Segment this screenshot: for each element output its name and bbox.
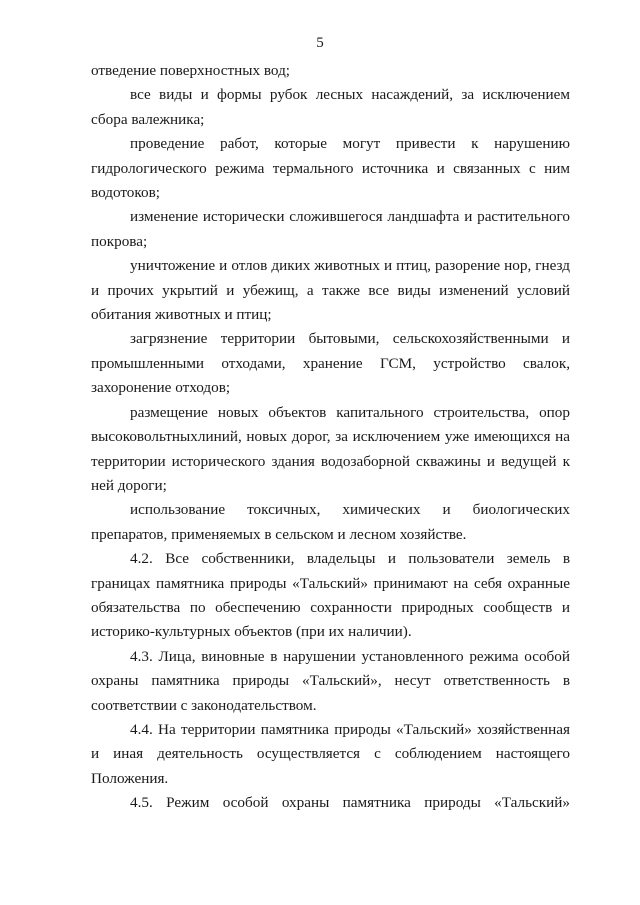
paragraph: размещение новых объектов капитального строительства, опор высоковольтныхлиний, новых дорог, за исключением уже имеющихся на территории исторического здания водозаборной скважины и ведущей к ней дороги; <box>91 403 570 494</box>
paragraph: 4.3. Лица, виновные в нарушении установленного режима особой охраны памятника природы «Тальский», несут ответственность в соответствии с законодательством. <box>91 647 570 714</box>
paragraph: все виды и формы рубок лесных насаждений, за исключением сбора валежника; <box>91 86 570 128</box>
paragraph: изменение исторически сложившегося ландшафта и растительного покрова; <box>91 208 570 250</box>
page-number: 5 <box>316 35 324 51</box>
paragraph: 4.4. На территории памятника природы «Тальский» хозяйственная и иная деятельность осуществляется с соблюдением настоящего Положения. <box>91 720 570 787</box>
paragraph: уничтожение и отлов диких животных и птиц, разорение нор, гнезд и прочих укрытий и убежищ, а также все виды изменений условий обитания животных и птиц; <box>91 257 570 324</box>
paragraph: 4.5. Режим особой охраны памятника природы «Тальский» <box>130 794 570 812</box>
paragraph: отведение поверхностных вод; <box>91 62 291 79</box>
paragraph: 4.2. Все собственники, владельцы и пользователи земель в границах памятника природы «Тальский» принимают на себя охранные обязательства по обеспечению сохранности природных сообществ и историко-культурных объектов (при их наличии). <box>91 550 570 641</box>
document-body <box>91 59 570 816</box>
paragraph: использование токсичных, химических и биологических препаратов, применяемых в сельском и лесном хозяйстве. <box>91 501 570 543</box>
paragraph: проведение работ, которые могут привести к нарушению гидрологического режима термального источника и связанных с ним водотоков; <box>91 135 570 202</box>
paragraph: загрязнение территории бытовыми, сельскохозяйственными и промышленными отходами, хранение ГСМ, устройство свалок, захоронение отходов; <box>91 330 570 397</box>
